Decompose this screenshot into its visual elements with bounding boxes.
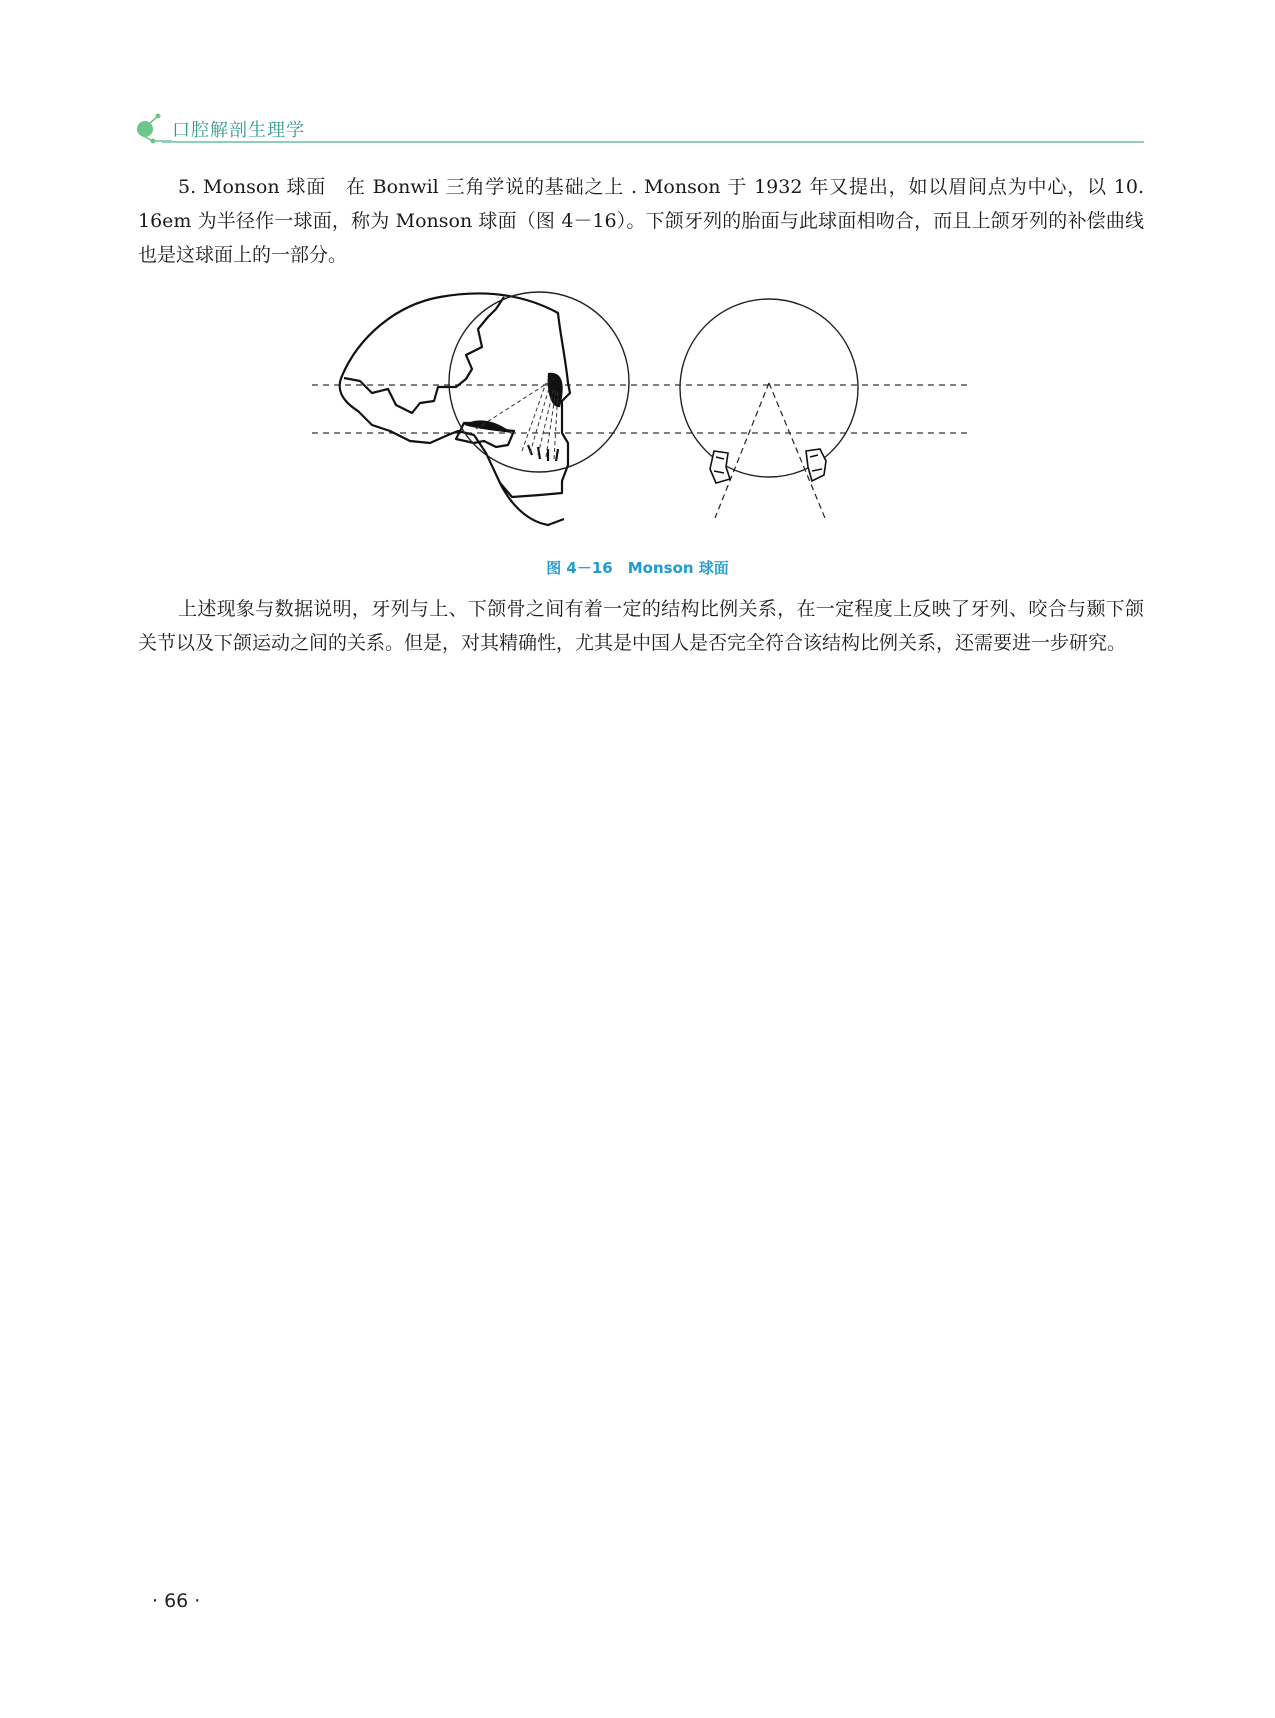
monson-sphere-left [449, 292, 629, 472]
orbit-shading [548, 373, 563, 407]
tooth-axis-lines [476, 379, 558, 459]
skull-drawing [340, 294, 570, 525]
monson-sphere-figure [300, 283, 980, 545]
header-divider [162, 141, 1144, 143]
reference-lines [312, 385, 968, 433]
monson-sphere-right [680, 299, 858, 477]
paragraph-monson: 5. Monson 球面 在 Bonwil 三角学说的基础之上 . Monson 于 1932 年又提出，如以眉间点为中心，以 10. 16em 为半径作一球面，称为 Monson 球面（图 4－16）。下颌牙列的胎面与此球面相吻合，而且上颌牙列的补偿曲线也是这球面上的一部分。 [138, 176, 1144, 266]
molar-right-icon [806, 449, 826, 481]
mandible-lower-border [500, 483, 564, 525]
upper-teeth-row [528, 445, 558, 461]
articular-disc [464, 420, 512, 433]
skull-cranium-outline [340, 294, 570, 497]
page-number: · 66 · [152, 1590, 201, 1612]
figure-caption: 图 4－16 Monson 球面 [546, 559, 729, 577]
running-header [132, 110, 1144, 146]
book-title: 口腔解剖生理学 [172, 120, 305, 141]
paragraph-summary: 上述现象与数据说明，牙列与上、下颌骨之间有着一定的结构比例关系，在一定程度上反映了牙列、咬合与颞下颌关节以及下颌运动之间的关系。但是，对其精确性，尤其是中国人是否完全符合该结构比例关系，还需要进一步研究。 [138, 598, 1144, 654]
